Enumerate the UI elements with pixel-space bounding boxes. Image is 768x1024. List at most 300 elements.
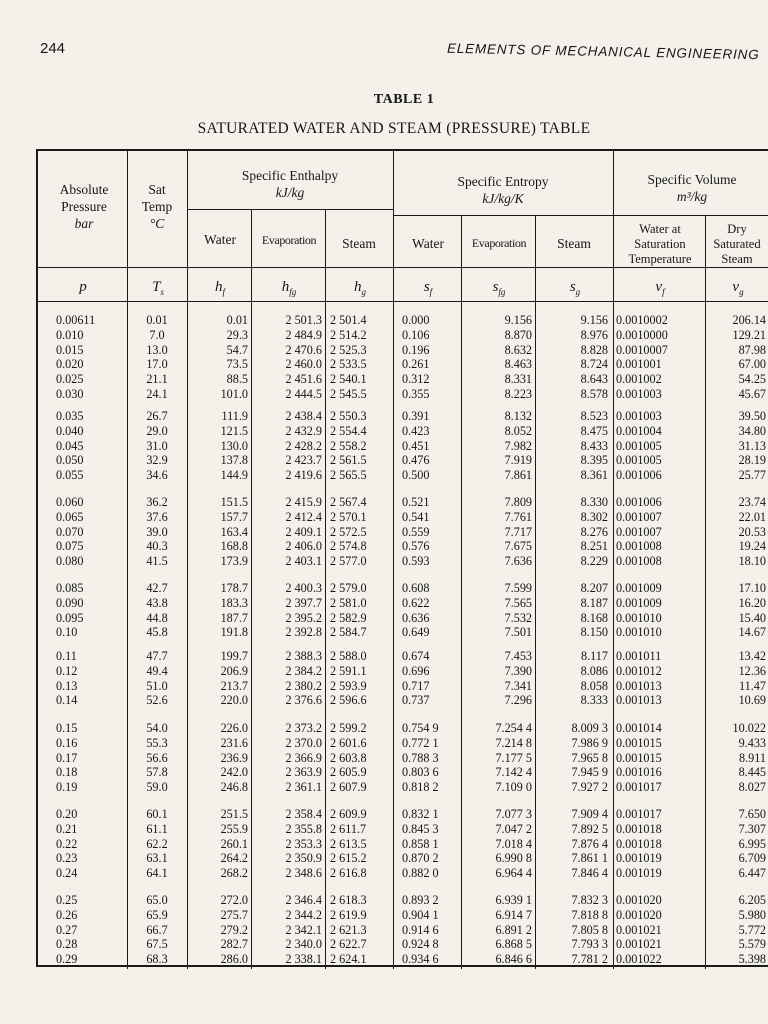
table-cell: 0.001015 <box>616 750 662 765</box>
table-cell: 0.001008 <box>616 554 662 569</box>
table-cell: 0.355 <box>402 387 430 401</box>
page-number: 244 <box>40 40 66 57</box>
table-cell: 2 593.9 <box>330 678 367 693</box>
table-cell: 47.7 <box>146 649 168 663</box>
table-cell: 8.229 <box>580 554 608 569</box>
table-cell: 5.772 <box>738 922 766 937</box>
table-cell: 32.9 <box>146 453 168 468</box>
table-cell: 0.001003 <box>616 409 662 423</box>
table-cell: 6.709 <box>738 851 766 866</box>
table-cell: 8.223 <box>504 387 532 401</box>
table-cell: 0.521 <box>402 495 430 509</box>
table-cell: 0.754 9 <box>402 721 439 735</box>
table-cell: 7.781 2 <box>571 952 608 967</box>
table-cell: 0.001015 <box>616 735 662 750</box>
table-cell: 0.000 <box>402 313 430 327</box>
table-cell: 0.001001 <box>616 357 662 372</box>
table-cell: 191.8 <box>220 625 248 640</box>
table-cell: 2 370.0 <box>285 735 322 750</box>
table-cell: 2 619.9 <box>330 907 367 922</box>
column-rule <box>127 151 128 969</box>
table-cell: 2 444.5 <box>285 387 322 401</box>
table-cell: 144.9 <box>220 468 248 483</box>
table-cell: 0.090 <box>56 595 84 610</box>
row-rule <box>38 267 768 268</box>
symbol-hg: $h_g$ <box>354 279 366 297</box>
table-cell: 0.001010 <box>616 625 662 640</box>
table-cell: 7.846 4 <box>571 866 608 881</box>
table-cell: 5.579 <box>738 937 766 952</box>
table-cell: 0.832 1 <box>402 807 439 821</box>
table-cell: 255.9 <box>220 821 248 836</box>
table-cell: 7.761 <box>504 509 532 524</box>
table-cell: 7.0 <box>149 327 165 342</box>
table-cell: 2 582.9 <box>330 610 367 625</box>
table-cell: 25.77 <box>738 468 766 483</box>
table-cell: 8.828 <box>580 342 608 357</box>
table-cell: 13.0 <box>146 342 168 357</box>
table-cell: 0.065 <box>56 509 84 524</box>
table-cell: 0.040 <box>56 423 84 438</box>
table-cell: 7.832 3 <box>571 893 608 907</box>
table-cell: 7.909 4 <box>571 807 608 821</box>
table-cell: 0.593 <box>402 554 430 569</box>
table-cell: 2 574.8 <box>330 539 367 554</box>
table-cell: 2 340.0 <box>285 937 322 952</box>
table-cell: 56.6 <box>146 750 168 765</box>
table-cell: 7.927 2 <box>571 780 608 795</box>
table-cell: 31.13 <box>738 438 766 453</box>
table-cell: 2 366.9 <box>285 750 322 765</box>
header-evaporation-entropy: Evaporation <box>471 236 527 250</box>
table-cell: 0.030 <box>56 387 84 401</box>
table-cell: 6.990 8 <box>495 851 532 866</box>
table-cell: 6.447 <box>738 866 766 881</box>
table-cell: 8.445 <box>738 765 766 780</box>
table-cell: 7.986 9 <box>571 735 608 750</box>
table-cell: 0.010 <box>56 327 84 342</box>
table-cell: 0.12 <box>56 663 78 678</box>
table-cell: 0.001005 <box>616 453 662 468</box>
table-cell: 0.261 <box>402 357 430 372</box>
table-cell: 7.876 4 <box>571 836 608 851</box>
table-cell: 0.055 <box>56 468 84 483</box>
table-cell: 2 470.6 <box>285 342 322 357</box>
table-cell: 0.001010 <box>616 610 662 625</box>
table-cell: 67.5 <box>146 937 168 952</box>
table-cell: 8.643 <box>580 372 608 387</box>
table-cell: 8.395 <box>580 453 608 468</box>
table-cell: 5.980 <box>738 907 766 922</box>
table-cell: 88.5 <box>226 372 248 387</box>
table-cell: 0.001002 <box>616 372 662 387</box>
table-cell: 8.086 <box>580 663 608 678</box>
table-cell: 0.28 <box>56 937 78 952</box>
table-cell: 15.40 <box>738 610 766 625</box>
header-steam-entropy: Steam <box>557 236 591 251</box>
table-cell: 2 601.6 <box>330 735 367 750</box>
table-cell: 34.80 <box>738 423 766 438</box>
table-cell: 7.945 9 <box>571 765 608 780</box>
table-cell: 0.080 <box>56 554 84 569</box>
table-cell: 8.724 <box>580 357 608 372</box>
table-cell: 17.10 <box>738 581 766 595</box>
table-cell: 2 514.2 <box>330 327 367 342</box>
table-cell: 0.00611 <box>56 313 96 327</box>
table-cell: 68.3 <box>146 952 168 967</box>
table-cell: 0.15 <box>56 721 78 735</box>
table-cell: 0.045 <box>56 438 84 453</box>
table-cell: 60.1 <box>146 807 168 821</box>
table-cell: 260.1 <box>220 836 248 851</box>
table-cell: 0.0010007 <box>616 342 668 357</box>
table-cell: 7.675 <box>504 539 532 554</box>
table-cell: 8.132 <box>504 409 532 423</box>
table-cell: 2 533.5 <box>330 357 367 372</box>
table-cell: 8.433 <box>580 438 608 453</box>
table-cell: 39.50 <box>738 409 766 423</box>
table-cell: 20.53 <box>738 524 766 539</box>
table-cell: 251.5 <box>220 807 248 821</box>
table-cell: 0.025 <box>56 372 84 387</box>
table-cell: 7.965 8 <box>571 750 608 765</box>
header-specific-enthalpy: Specific Enthalpy kJ/kg <box>241 168 339 200</box>
header-absolute-pressure: Absolute Pressure bar <box>59 182 109 231</box>
table-cell: 213.7 <box>220 678 248 693</box>
table-cell: 0.001014 <box>616 721 662 735</box>
table-cell: 8.463 <box>504 357 532 372</box>
table-cell: 2 397.7 <box>285 595 322 610</box>
table-cell: 29.3 <box>226 327 248 342</box>
column-rule <box>325 209 326 969</box>
table-cell: 0.001006 <box>616 468 662 483</box>
table-cell: 0.085 <box>56 581 84 595</box>
table-cell: 0.500 <box>402 468 430 483</box>
table-cell: 0.20 <box>56 807 78 821</box>
table-cell: 2 599.2 <box>330 721 367 735</box>
table-cell: 2 561.5 <box>330 453 367 468</box>
table-cell: 0.16 <box>56 735 78 750</box>
table-cell: 7.565 <box>504 595 532 610</box>
table-cell: 206.14 <box>732 313 766 327</box>
table-cell: 12.36 <box>738 663 766 678</box>
header-water-enthalpy: Water <box>204 232 236 247</box>
table-cell: 0.312 <box>402 372 430 387</box>
table-cell: 0.001016 <box>616 765 662 780</box>
table-cell: 7.809 <box>504 495 532 509</box>
table-cell: 7.307 <box>738 821 766 836</box>
table-cell: 2 415.9 <box>285 495 322 509</box>
table-cell: 7.636 <box>504 554 532 569</box>
table-cell: 286.0 <box>220 952 248 967</box>
table-cell: 0.26 <box>56 907 78 922</box>
table-cell: 7.982 <box>504 438 532 453</box>
table-cell: 2 432.9 <box>285 423 322 438</box>
symbol-sf: $s_f$ <box>423 279 433 297</box>
table-cell: 6.964 4 <box>495 866 532 881</box>
table-cell: 0.608 <box>402 581 430 595</box>
table-cell: 0.035 <box>56 409 84 423</box>
table-cell: 8.330 <box>580 495 608 509</box>
table-cell: 2 373.2 <box>285 721 322 735</box>
table-cell: 2 588.0 <box>330 649 367 663</box>
table-cell: 0.14 <box>56 693 78 708</box>
table-cell: 0.934 6 <box>402 952 439 967</box>
table-cell: 2 428.2 <box>285 438 322 453</box>
table-cell: 0.18 <box>56 765 78 780</box>
table-cell: 0.106 <box>402 327 430 342</box>
table-cell: 2 577.0 <box>330 554 367 569</box>
table-cell: 2 624.1 <box>330 952 367 967</box>
table-cell: 2 350.9 <box>285 851 322 866</box>
table-cell: 2 525.3 <box>330 342 367 357</box>
table-cell: 10.022 <box>732 721 766 735</box>
table-cell: 0.001008 <box>616 539 662 554</box>
table-cell: 31.0 <box>146 438 168 453</box>
symbol-sg: $s_g$ <box>569 279 581 297</box>
table-cell: 9.433 <box>738 735 766 750</box>
table-cell: 231.6 <box>220 735 248 750</box>
table-cell: 40.3 <box>146 539 168 554</box>
table-cell: 8.168 <box>580 610 608 625</box>
table-cell: 13.42 <box>738 649 766 663</box>
table-cell: 0.001020 <box>616 893 662 907</box>
table-cell: 0.095 <box>56 610 84 625</box>
table-cell: 8.475 <box>580 423 608 438</box>
table-cell: 2 554.4 <box>330 423 367 438</box>
table-cell: 206.9 <box>220 663 248 678</box>
table-cell: 2 572.5 <box>330 524 367 539</box>
table-cell: 2 558.2 <box>330 438 367 453</box>
table-cell: 41.5 <box>146 554 168 569</box>
table-cell: 0.870 2 <box>402 851 439 866</box>
table-cell: 130.0 <box>220 438 248 453</box>
table-cell: 0.788 3 <box>402 750 439 765</box>
table-cell: 0.0010002 <box>616 313 668 327</box>
table-cell: 0.622 <box>402 595 430 610</box>
table-cell: 2 395.2 <box>285 610 322 625</box>
table-cell: 0.23 <box>56 851 78 866</box>
running-head: ELEMENTS OF MECHANICAL ENGINEERING <box>447 40 761 63</box>
table-cell: 8.207 <box>580 581 608 595</box>
table-cell: 2 338.1 <box>285 952 322 967</box>
header-dry-saturated-steam: Dry Saturated Steam <box>713 222 761 266</box>
table-cell: 272.0 <box>220 893 248 907</box>
table-cell: 37.6 <box>146 509 168 524</box>
table-cell: 43.8 <box>146 595 168 610</box>
table-cell: 173.9 <box>220 554 248 569</box>
table-cell: 7.296 <box>504 693 532 708</box>
table-cell: 22.01 <box>738 509 766 524</box>
table-cell: 0.17 <box>56 750 78 765</box>
table-cell: 2 346.4 <box>285 893 322 907</box>
table-cell: 0.717 <box>402 678 430 693</box>
table-cell: 0.01 <box>146 313 168 327</box>
table-cell: 7.177 5 <box>495 750 532 765</box>
table-cell: 0.070 <box>56 524 84 539</box>
table-cell: 2 609.9 <box>330 807 367 821</box>
table-cell: 0.845 3 <box>402 821 439 836</box>
symbol-vg: $v_g$ <box>732 279 744 297</box>
table-cell: 8.911 <box>739 750 766 765</box>
table-cell: 2 460.0 <box>285 357 322 372</box>
table-cell: 121.5 <box>220 423 248 438</box>
table-cell: 9.156 <box>580 313 608 327</box>
table-cell: 2 400.3 <box>285 581 322 595</box>
table-cell: 7.892 5 <box>571 821 608 836</box>
table-cell: 2 388.3 <box>285 649 322 663</box>
table-cell: 8.276 <box>580 524 608 539</box>
table-cell: 2 613.5 <box>330 836 367 851</box>
table-cell: 2 550.3 <box>330 409 367 423</box>
table-cell: 0.001007 <box>616 509 662 524</box>
table-cell: 0.882 0 <box>402 866 439 881</box>
table-cell: 2 618.3 <box>330 893 367 907</box>
table-cell: 111.9 <box>221 409 248 423</box>
table-cell: 242.0 <box>220 765 248 780</box>
table-cell: 6.939 1 <box>495 893 532 907</box>
table-cell: 8.052 <box>504 423 532 438</box>
table-cell: 0.649 <box>402 625 430 640</box>
table-cell: 66.7 <box>146 922 168 937</box>
column-rule <box>187 151 188 969</box>
table-cell: 8.976 <box>580 327 608 342</box>
table-cell: 0.541 <box>402 509 430 524</box>
table-cell: 26.7 <box>146 409 168 423</box>
table-cell: 0.696 <box>402 663 430 678</box>
table-cell: 2 501.3 <box>285 313 322 327</box>
table-cell: 8.027 <box>738 780 766 795</box>
symbol-p: p <box>79 279 87 295</box>
table-cell: 2 567.4 <box>330 495 367 509</box>
table-cell: 0.001017 <box>616 780 662 795</box>
table-cell: 0.001019 <box>616 851 662 866</box>
table-cell: 7.919 <box>504 453 532 468</box>
table-cell: 2 344.2 <box>285 907 322 922</box>
table-cell: 2 451.6 <box>285 372 322 387</box>
table-cell: 6.891 2 <box>495 922 532 937</box>
table-cell: 7.077 3 <box>495 807 532 821</box>
table-cell: 87.98 <box>738 342 766 357</box>
table-cell: 2 403.1 <box>285 554 322 569</box>
table-cell: 101.0 <box>220 387 248 401</box>
table-cell: 2 412.4 <box>285 509 322 524</box>
table-cell: 0.001011 <box>616 649 662 663</box>
table-cell: 0.0010000 <box>616 327 668 342</box>
table-cell: 2 409.1 <box>285 524 322 539</box>
table-cell: 2 355.8 <box>285 821 322 836</box>
table-cell: 55.3 <box>146 735 168 750</box>
row-rule <box>188 209 394 210</box>
table-cell: 44.8 <box>146 610 168 625</box>
table-cell: 163.4 <box>220 524 248 539</box>
table-cell: 0.924 8 <box>402 937 439 952</box>
table-cell: 7.861 1 <box>571 851 608 866</box>
table-cell: 0.075 <box>56 539 84 554</box>
table-cell: 0.559 <box>402 524 430 539</box>
table-cell: 7.805 8 <box>571 922 608 937</box>
table-cell: 7.861 <box>504 468 532 483</box>
table-cell: 151.5 <box>220 495 248 509</box>
table-cell: 2 501.4 <box>330 313 367 327</box>
table-cell: 0.29 <box>56 952 78 967</box>
table-cell: 0.25 <box>56 893 78 907</box>
table-cell: 0.818 2 <box>402 780 439 795</box>
table-cell: 7.018 4 <box>495 836 532 851</box>
header-specific-volume: Specific Volume m³/kg <box>647 172 737 204</box>
table-cell: 0.001022 <box>616 952 662 967</box>
table-cell: 0.196 <box>402 342 430 357</box>
table-cell: 28.19 <box>738 453 766 468</box>
table-cell: 54.0 <box>146 721 168 735</box>
table-cell: 11.47 <box>739 678 766 693</box>
table-cell: 8.251 <box>580 539 608 554</box>
table-cell: 0.001012 <box>616 663 662 678</box>
table-cell: 9.156 <box>504 313 532 327</box>
table-cell: 24.1 <box>146 387 168 401</box>
table-cell: 59.0 <box>146 780 168 795</box>
table-cell: 0.21 <box>56 821 78 836</box>
table-cell: 0.001020 <box>616 907 662 922</box>
table-cell: 2 423.7 <box>285 453 322 468</box>
table-cell: 7.501 <box>504 625 532 640</box>
table-cell: 65.0 <box>146 893 168 907</box>
table-cell: 49.4 <box>146 663 168 678</box>
table-cell: 8.009 3 <box>571 721 608 735</box>
table-cell: 2 406.0 <box>285 539 322 554</box>
table-cell: 282.7 <box>220 937 248 952</box>
table-cell: 187.7 <box>220 610 248 625</box>
table-cell: 2 570.1 <box>330 509 367 524</box>
header-specific-entropy: Specific Entropy kJ/kg/K <box>457 174 549 206</box>
table-cell: 7.254 4 <box>495 721 532 735</box>
table-cell: 2 376.6 <box>285 693 322 708</box>
table-cell: 52.6 <box>146 693 168 708</box>
table-cell: 129.21 <box>732 327 766 342</box>
header-steam-enthalpy: Steam <box>342 236 376 251</box>
table-cell: 157.7 <box>220 509 248 524</box>
table-cell: 183.3 <box>220 595 248 610</box>
table-cell: 178.7 <box>220 581 248 595</box>
table-cell: 73.5 <box>226 357 248 372</box>
table-cell: 0.737 <box>402 693 430 708</box>
table-cell: 0.001004 <box>616 423 662 438</box>
table-cell: 0.904 1 <box>402 907 439 922</box>
header-water-at-saturation: Water at Saturation Temperature <box>628 222 692 266</box>
table-cell: 0.001019 <box>616 866 662 881</box>
table-cell: 6.914 7 <box>495 907 532 922</box>
table-cell: 220.0 <box>220 693 248 708</box>
table-cell: 2 363.9 <box>285 765 322 780</box>
table-cell: 236.9 <box>220 750 248 765</box>
table-cell: 57.8 <box>146 765 168 780</box>
table-cell: 2 565.5 <box>330 468 367 483</box>
table-cell: 279.2 <box>220 922 248 937</box>
table-cell: 2 616.8 <box>330 866 367 881</box>
table-cell: 2 621.3 <box>330 922 367 937</box>
table-cell: 5.398 <box>738 952 766 967</box>
column-rule <box>251 209 252 969</box>
table-cell: 64.1 <box>146 866 168 881</box>
row-rule <box>38 301 768 302</box>
table-cell: 0.001018 <box>616 836 662 851</box>
table-cell: 0.001021 <box>616 937 662 952</box>
table-cell: 0.19 <box>56 780 78 795</box>
table-cell: 0.001013 <box>616 693 662 708</box>
table-cell: 2 615.2 <box>330 851 367 866</box>
table-cell: 7.599 <box>504 581 532 595</box>
table-cell: 2 611.7 <box>330 821 367 836</box>
